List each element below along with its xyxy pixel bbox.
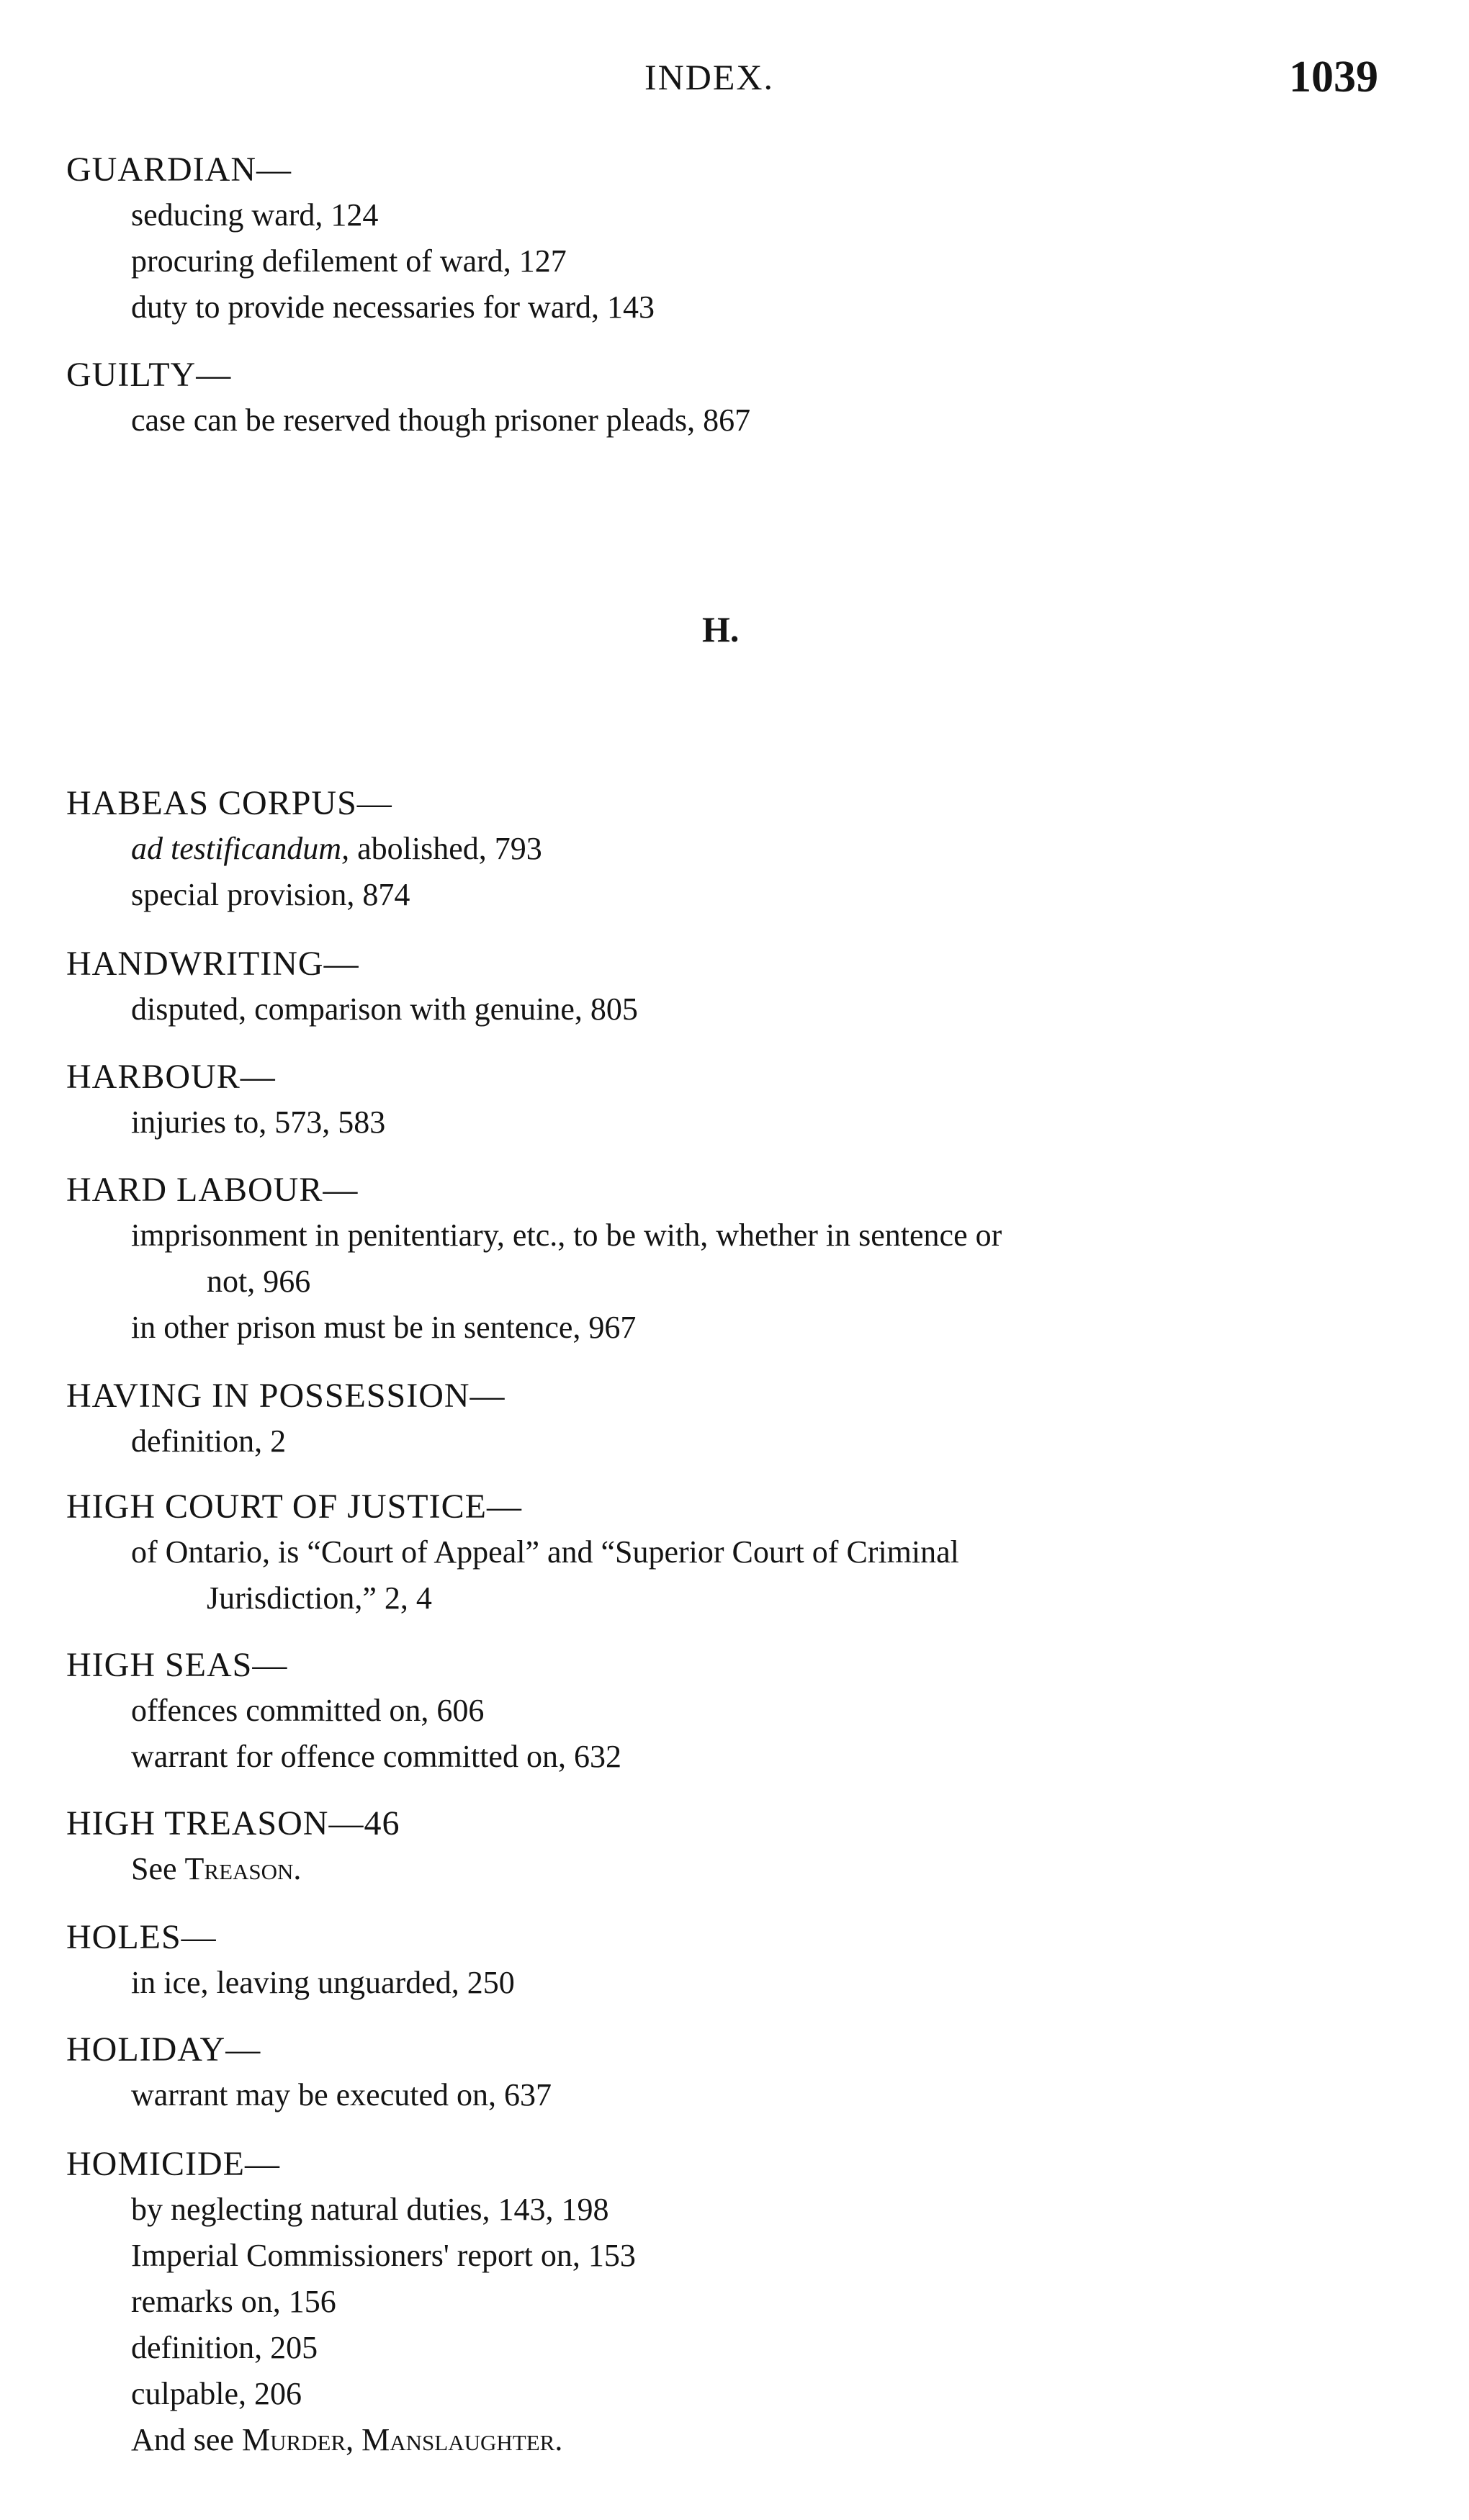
entry-see-also (131, 1846, 1434, 1892)
index-entry-high-seas (66, 1643, 1434, 1780)
entry-heading: HANDWRITING— (66, 945, 359, 983)
entry-subitem: by neglecting natural duties, 143, 198 (131, 2192, 609, 2227)
entry-subitem: remarks on, 156 (131, 2284, 336, 2319)
running-head (0, 53, 1469, 107)
see-prefix: See (131, 1851, 185, 1886)
entry-subitem: culpable, 206 (131, 2376, 302, 2411)
index-entry-habeas-corpus (66, 781, 1434, 918)
entry-subitem (131, 1529, 1434, 1621)
entry-subitem: disputed, comparison with genuine, 805 (131, 991, 638, 1027)
index-entry-holes (66, 1915, 1434, 2006)
entry-subitem: special provision, 874 (131, 877, 410, 912)
index-entry-guilty (66, 353, 1434, 444)
entry-subitem: definition, 2 (131, 1423, 287, 1459)
entry-heading: GUILTY— (66, 356, 232, 394)
entry-subitem: procuring defilement of ward, 127 (131, 243, 567, 279)
page-number: 1039 (1289, 53, 1378, 102)
entry-subitem (131, 1212, 1434, 1305)
subitem-continuation: not, 966 (207, 1264, 311, 1299)
subitem-line: imprisonment in penitentiary, etc., to be with, whether in sentence or (131, 1218, 1002, 1253)
entry-subitem: offences committed on, 606 (131, 1693, 485, 1728)
entry-subitem: definition, 205 (131, 2330, 318, 2365)
entry-subitem: seducing ward, 124 (131, 197, 379, 233)
index-entry-high-court-of-justice (66, 1485, 1434, 1621)
entry-subitem: warrant may be executed on, 637 (131, 2077, 552, 2112)
entry-heading: HARD LABOUR— (66, 1171, 359, 1209)
entry-subitem: warrant for offence committed on, 632 (131, 1739, 621, 1774)
entry-subitem: case can be reserved though prisoner pleads, 867 (131, 402, 751, 438)
see-separator: , (346, 2422, 362, 2457)
latin-phrase: ad testificandum, (131, 831, 350, 866)
subitem-continuation: Jurisdiction,” 2, 4 (207, 1580, 432, 1616)
entry-heading: HAVING IN POSSESSION— (66, 1377, 506, 1415)
cross-reference: Murder (241, 2422, 346, 2457)
index-entry-homicide (66, 2142, 1434, 2463)
entry-subitem: in ice, leaving unguarded, 250 (131, 1965, 515, 2000)
index-entry-harbour (66, 1055, 1434, 1146)
entry-heading: HOLIDAY— (66, 2030, 261, 2069)
index-entry-high-treason (66, 1801, 1434, 1892)
running-title: INDEX. (644, 57, 775, 97)
index-entry-having-in-possession (66, 1374, 1434, 1464)
index-entry-guardian (66, 148, 1434, 330)
index-entry-holiday (66, 2028, 1434, 2118)
entry-see-also (131, 2417, 1434, 2463)
entry-heading: HOLES— (66, 1918, 217, 1956)
entry-subitem: Imperial Commissioners' report on, 153 (131, 2238, 636, 2273)
entry-heading: GUARDIAN— (66, 150, 292, 189)
entry-heading: HIGH TREASON—46 (66, 1804, 400, 1842)
cross-reference: Manslaughter. (361, 2422, 563, 2457)
index-entry-hard-labour (66, 1168, 1434, 1351)
entry-heading: HABEAS CORPUS— (66, 784, 392, 822)
section-letter: H. (702, 609, 740, 649)
entry-heading: HIGH COURT OF JUSTICE— (66, 1488, 522, 1526)
entry-heading: HOMICIDE— (66, 2145, 280, 2183)
entry-heading: HIGH SEAS— (66, 1646, 288, 1684)
entry-subitem (131, 826, 1434, 872)
subitem-line: of Ontario, is “Court of Appeal” and “Superior Court of Criminal (131, 1534, 959, 1570)
index-entry-handwriting (66, 942, 1434, 1032)
entry-subitem: injuries to, 573, 583 (131, 1104, 386, 1140)
entry-subitem: in other prison must be in sentence, 967 (131, 1310, 637, 1345)
entry-heading: HARBOUR— (66, 1058, 276, 1096)
subitem-text: abolished, 793 (349, 831, 542, 866)
see-prefix: And see (131, 2422, 242, 2457)
entry-subitem: duty to provide necessaries for ward, 143 (131, 289, 655, 325)
cross-reference: Treason. (184, 1851, 302, 1886)
